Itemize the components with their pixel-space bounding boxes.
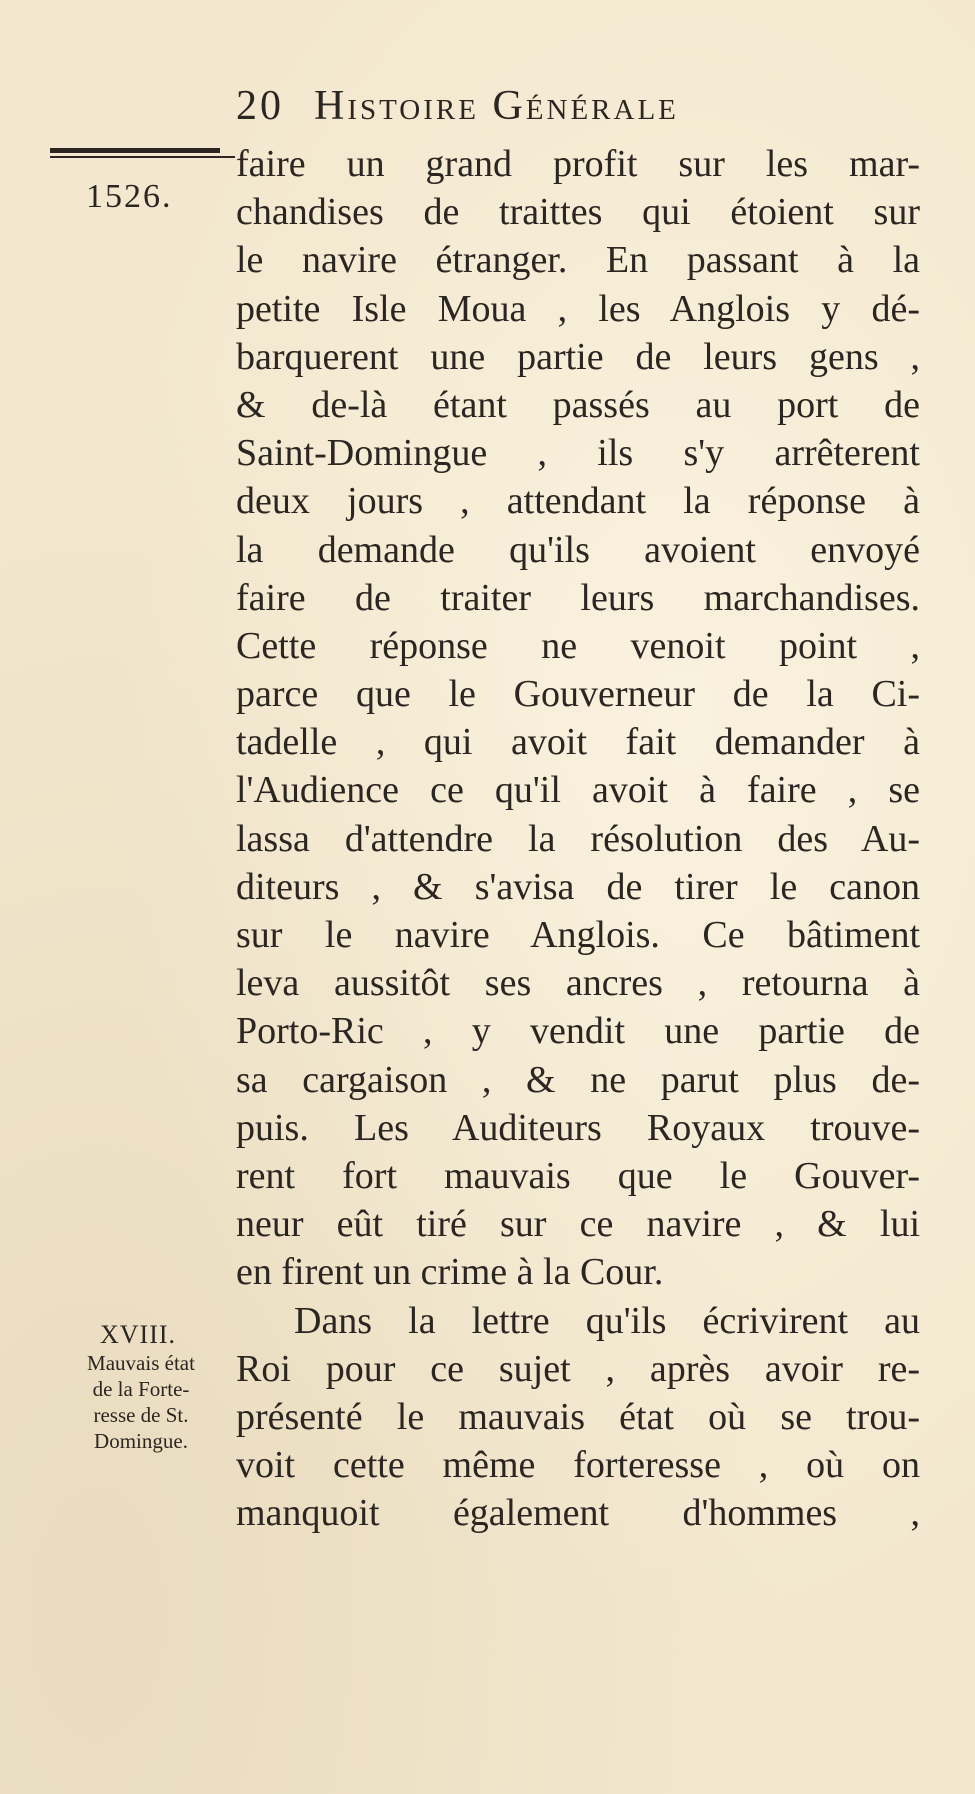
text-line: rent fort mauvais que le Gouver- — [236, 1154, 920, 1197]
text-line: chandises de traittes qui étoient sur — [236, 191, 920, 234]
text-line: la demande qu'ils avoient envoyé — [236, 528, 920, 571]
text-line: leva aussitôt ses ancres , retourna à — [236, 962, 920, 1005]
running-title: Histoire Générale — [314, 83, 679, 129]
text-line: Porto-Ric , y vendit une partie de — [236, 1010, 920, 1053]
page-number: 20 — [236, 83, 284, 129]
rule-thin-line — [50, 156, 235, 158]
margin-note-line: resse de St. — [93, 1403, 189, 1427]
margin-section-number: XVIII. — [100, 1320, 177, 1349]
text-line: sa cargaison , & ne parut plus de- — [236, 1058, 920, 1101]
text-line: petite Isle Moua , les Anglois y dé- — [236, 287, 920, 330]
text-line: puis. Les Auditeurs Royaux trouve- — [236, 1106, 920, 1149]
text-line: & de-là étant passés au port de — [236, 383, 920, 426]
text-line: deux jours , attendant la réponse à — [236, 480, 920, 523]
text-line: faire un grand profit sur les mar- — [236, 143, 920, 185]
text-line: en firent un crime à la Cour. — [236, 1251, 664, 1294]
text-line: présenté le mauvais état où se trou- — [236, 1395, 920, 1438]
margin-note — [52, 1350, 230, 1454]
text-line: barquerent une partie de leurs gens , — [236, 335, 920, 378]
decorative-rule — [50, 148, 230, 158]
text-line: Dans la lettre qu'ils écrivirent au — [294, 1299, 920, 1342]
margin-year: 1526. — [86, 178, 173, 215]
body-text — [236, 140, 920, 1537]
margin-note-line: Mauvais état — [87, 1351, 195, 1375]
text-line: Saint-Domingue , ils s'y arrêterent — [236, 432, 920, 475]
margin-note-line: Domingue. — [94, 1429, 188, 1453]
text-line: diteurs , & s'avisa de tirer le canon — [236, 865, 920, 908]
text-line: tadelle , qui avoit fait demander à — [236, 721, 920, 764]
text-line: Cette réponse ne venoit point , — [236, 624, 920, 667]
text-line: le navire étranger. En passant à la — [236, 239, 920, 282]
text-line: manquoit également d'hommes , — [236, 1492, 920, 1535]
text-line: lassa d'attendre la résolution des Au- — [236, 817, 920, 860]
text-line: faire de traiter leurs marchandises. — [236, 576, 920, 619]
text-line: l'Audience ce qu'il avoit à faire , se — [236, 769, 920, 812]
text-line: voit cette même forteresse , où on — [236, 1444, 920, 1487]
margin-note-line: de la Forte- — [92, 1377, 190, 1401]
text-line: parce que le Gouverneur de la Ci- — [236, 673, 920, 716]
text-line: neur eût tiré sur ce navire , & lui — [236, 1203, 920, 1246]
text-line: sur le navire Anglois. Ce bâtiment — [236, 914, 920, 956]
text-line: Roi pour ce sujet , après avoir re- — [236, 1347, 920, 1390]
rule-thick-line — [50, 148, 220, 153]
running-header — [236, 82, 679, 130]
